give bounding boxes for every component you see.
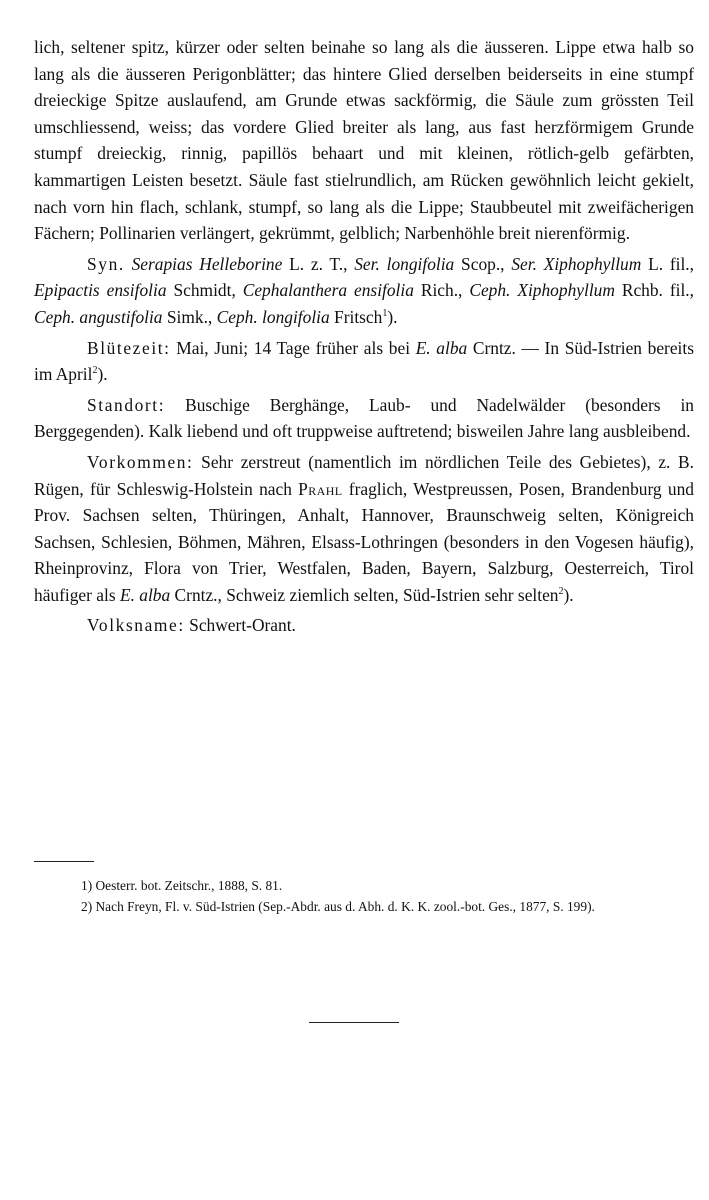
synonym-name: Epipactis ensifolia — [34, 280, 167, 301]
distribution-end: ). — [563, 584, 574, 605]
synonym-author: Simk., — [162, 306, 217, 327]
synonym-author: L. fil., — [641, 253, 694, 274]
description-paragraph: lich, seltener spitz, kürzer oder selten beinahe so lang als die äusseren. Lippe etwa halb so lang als die äusseren Perigonblätter; das hintere Glied derselben beiderseits in eine stumpf dreieckige Spitze auslaufend, am Grunde etwas sackförmig, die Säule zum grössten Teil umschliessend, weiss; das vordere Glied breiter als lang, aus fast herzförmigem Grunde stumpf dreieckig, rinnig, papillös behaart und mit kleinen, rötlich-gelb gefärbten, kammartigen Leisten besetzt. Säule fast stielrundlich, am Rücken gewöhnlich leicht gekielt, nach vorn hin flach, schlank, stumpf, so lang als die Lippe; Staubbeutel mit zweifächerigen Fächern; Pollinarien verlängert, gekrümmt, gelblich; Narbenhöhle breit nierenförmig. — [34, 37, 694, 244]
synonym-name: Ceph. angustifolia — [34, 306, 163, 327]
synonym-author: Rchb. fil., — [614, 280, 694, 301]
synonym-name: Ser. longifolia — [354, 253, 455, 274]
footnote — [34, 875, 694, 896]
synonym-author: Fritsch — [329, 306, 383, 327]
distribution-text: fraglich, Westpreussen, Posen, Brandenburg und Prov. Sachsen selten, Thüringen, Anhalt, Hannover, Braunschweig selten, Königreich Sachsen, Schlesien, Böhmen, Mähren, Elsass-Lothringen (besonders in den Vogesen häufig), Rheinprovinz, Flora von Trier, Westfalen, Baden, Bayern, Salzburg, Oesterreich, Tirol häufiger als — [34, 478, 694, 605]
footnote — [34, 896, 694, 917]
distribution-paragraph — [34, 449, 694, 609]
synonym-end: ). — [387, 306, 398, 327]
flowering-time-label: Blütezeit: — [87, 337, 171, 358]
synonym-author: L. z. T., — [282, 253, 355, 274]
synonym-author: Schmidt, — [166, 280, 243, 301]
flowering-time-text: Crntz. — In Süd-Istrien bereits im April — [34, 337, 694, 385]
flowering-time-end: ). — [97, 364, 108, 385]
synonym-author: Scop., — [454, 253, 512, 274]
synonym-author: Rich., — [413, 280, 470, 301]
distribution-text: Sehr zerstreut (namentlich im nördlichen Teile des Gebietes), z. B. Rügen, für Schleswig-Holstein nach — [34, 451, 694, 499]
synonyms-label: Syn. — [87, 253, 125, 274]
common-name-label: Volksname: — [87, 615, 185, 636]
habitat-label: Standort: — [87, 394, 166, 415]
synonym-name: Ser. Xiphophyllum — [511, 253, 642, 274]
main-text — [34, 34, 694, 639]
footnote-ref: 2 — [558, 586, 564, 598]
synonym-name: Serapias Helleborine — [131, 253, 283, 274]
synonym-name: Ceph. Xiphophyllum — [469, 280, 615, 301]
footnote-number: 1 — [81, 878, 88, 893]
common-name-paragraph — [34, 612, 694, 639]
synonym-name: Cephalanthera ensifolia — [242, 280, 414, 301]
distribution-label: Vorkommen: — [87, 451, 194, 472]
footnote-number: 2 — [81, 899, 88, 914]
author-name: Prahl — [298, 478, 343, 499]
habitat-text: Buschige Berghänge, Laub- und Nadelwälder (besonders in Berggegenden). Kalk liebend und oft truppweise auftretend; bisweilen Jahre lang ausbleibend. — [34, 394, 694, 442]
flowering-time-text: Mai, Juni; 14 Tage früher als bei — [170, 337, 416, 358]
footnote-divider — [34, 861, 94, 862]
footnote-ref: 1 — [382, 308, 388, 320]
section-end-divider — [309, 1022, 399, 1023]
footnote-ref: 2 — [92, 365, 98, 377]
habitat-paragraph — [34, 392, 694, 445]
species-name: E. alba — [119, 584, 171, 605]
common-name-text: Schwert-Orant. — [184, 615, 296, 636]
synonym-name: Ceph. longifolia — [216, 306, 330, 327]
distribution-text: Crntz., Schweiz ziemlich selten, Süd-Istrien sehr selten — [170, 584, 559, 605]
flowering-time-paragraph — [34, 335, 694, 388]
synonyms-paragraph — [34, 251, 694, 331]
footnote-text: ) Oesterr. bot. Zeitschr., 1888, S. 81. — [87, 878, 283, 893]
footnotes — [34, 875, 694, 917]
footnote-text: ) Nach Freyn, Fl. v. Süd-Istrien (Sep.-Abdr. aus d. Abh. d. K. K. zool.-bot. Ges., 1877, S. 199). — [87, 899, 595, 914]
species-name: E. alba — [415, 337, 468, 358]
